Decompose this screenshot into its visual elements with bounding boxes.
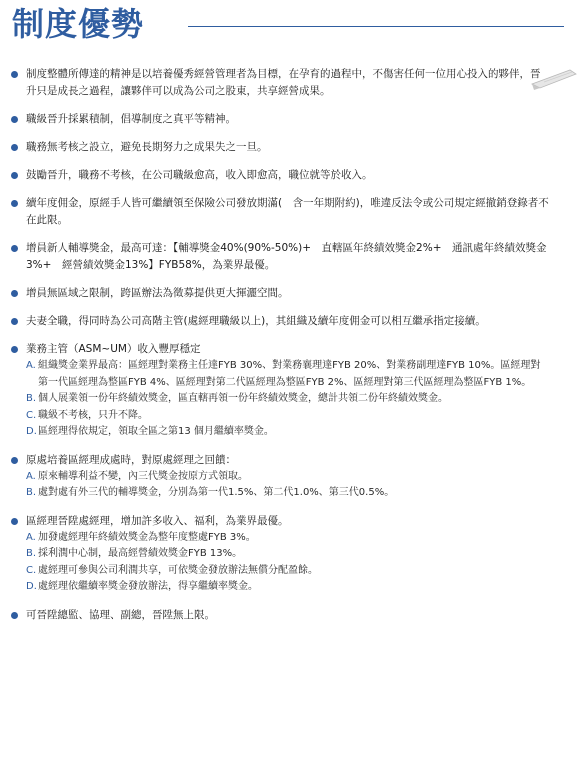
- bullet-icon: [11, 172, 18, 179]
- sub-list-item: [26, 579, 550, 596]
- list-item: [10, 167, 550, 184]
- sub-item-letter: C.: [26, 564, 37, 576]
- sub-item-letter: D.: [26, 426, 37, 437]
- sub-list-item: [26, 485, 550, 502]
- bullet-icon: [11, 346, 18, 353]
- bullet-icon: [11, 290, 18, 297]
- list-item-text: 鼓勵晉升，職務不考核，在公司職級愈高，收入即愈高，職位就等於收入。: [26, 169, 373, 181]
- list-item-text: 職務無考核之設立，避免長期努力之成果失之一旦。: [26, 141, 268, 153]
- sub-item-letter: B.: [26, 393, 37, 404]
- sub-item-letter: C.: [26, 409, 37, 421]
- bullet-icon: [11, 116, 18, 123]
- sub-item-text: 處經理可參與公司利潤共享，可依獎金發放辦法無償分配盈餘。: [38, 564, 318, 576]
- sub-item-letter: A.: [26, 360, 36, 371]
- list-item: [10, 285, 550, 302]
- list-item: [10, 195, 550, 229]
- sub-list-item: [26, 391, 550, 408]
- sub-list: [26, 358, 550, 441]
- advantages-list: [10, 66, 550, 635]
- list-item-text: 制度整體所傳達的精神是以培養優秀經營管理者為目標，在孕育的過程中，不傷害任何一位用心投入的夥伴，晉升只是成長之過程，讓夥伴可以成為公司之股東，共享經營成果。: [26, 68, 541, 97]
- sub-item-text: 組織獎金業界最高：區經理對業務主任達FYB 30%、對業務襄理達FYB 20%、對業務副理達FYB 10%。區經理對第一代區經理為整區FYB 4%、區經理對第二代區經理為整區FYB 2%、區經理對第三代區經理為整區FYB 1%。: [38, 360, 541, 388]
- list-item-text: 區經理晉陞處經理，增加許多收入、福利，為業界最優。: [26, 514, 289, 527]
- list-item-text: 增員新人輔導獎金，最高可達：【輔導獎金40%(90%-50%)+ 直轄區年終績效獎金2%+ 通訊處年終績效獎金3%+ 經營績效獎金13%】FYB58%，為業界最優。: [26, 242, 547, 271]
- list-item-text: 業務主管（ASM~UM）收入豐厚穩定: [26, 343, 201, 355]
- sub-item-text: 採利潤中心制，最高經營績效獎金FYB 13%。: [38, 548, 243, 559]
- list-item-text: 職級晉升採累積制，倡導制度之真平等精神。: [26, 113, 236, 125]
- sub-item-text: 處經理依繼續率獎金發放辦法，得享繼續率獎金。: [38, 581, 258, 592]
- list-item: [10, 66, 550, 100]
- bullet-icon: [11, 318, 18, 325]
- sub-list-item: [26, 358, 550, 391]
- sub-list-item: [26, 546, 550, 563]
- list-item-text: 增員無區域之限制，跨區辦法為徵募提供更大揮灑空間。: [26, 287, 289, 299]
- sub-item-letter: A.: [26, 531, 36, 543]
- bullet-icon: [11, 71, 18, 78]
- bullet-icon: [11, 457, 18, 464]
- sub-item-letter: D.: [26, 581, 37, 592]
- sub-item-text: 原來輔導利益不變，內三代獎金按原方式領取。: [38, 470, 248, 482]
- sub-list-item: [26, 530, 550, 547]
- bullet-icon: [11, 200, 18, 207]
- list-item-text: 原處培養區經理成處時，對原處經理之回饋：: [26, 453, 236, 466]
- sub-item-letter: A.: [26, 470, 36, 482]
- title-row: [12, 4, 572, 48]
- sub-item-text: 個人展業領一份年終績效獎金，區直轄再領一份年終績效獎金，總計共領二份年終績效獎金。: [38, 393, 448, 404]
- sub-list-item: [26, 408, 550, 425]
- list-item: [10, 452, 550, 502]
- bullet-icon: [11, 245, 18, 252]
- page-title: 制度優勢: [12, 5, 145, 43]
- list-item: [10, 607, 550, 624]
- list-item: [10, 111, 550, 128]
- list-item-text: 可晉陞總監、協理、副總，晉陞無上限。: [26, 608, 215, 621]
- sub-list-item: [26, 469, 550, 486]
- bullet-icon: [11, 144, 18, 151]
- list-item-text: 續年度佣金，原經手人皆可繼續領至保險公司發放期滿( 含一年期附約)，唯違反法令或公司規定經撤銷登錄者不在此限。: [26, 197, 549, 226]
- sub-item-text: 職級不考核，只升不降。: [38, 409, 148, 421]
- sub-item-text: 處對處有外三代的輔導獎金，分別為第一代1.5%、第二代1.0%、第三代0.5%。: [38, 487, 395, 498]
- sub-list: [26, 530, 550, 596]
- list-item: [10, 513, 550, 596]
- title-divider: [188, 26, 564, 27]
- list-item: [10, 139, 550, 156]
- sub-list: [26, 469, 550, 502]
- list-item-text: 夫妻全職，得同時為公司高階主管(處經理職級以上)，其組織及續年度佣金可以相互繼承指定接續。: [26, 315, 486, 327]
- list-item: [10, 341, 550, 441]
- sub-item-letter: B.: [26, 548, 37, 559]
- sub-item-letter: B.: [26, 487, 37, 498]
- sub-list-item: [26, 563, 550, 580]
- bullet-icon: [11, 518, 18, 525]
- bullet-icon: [11, 612, 18, 619]
- sub-list-item: [26, 424, 550, 441]
- list-item: [10, 313, 550, 330]
- sub-item-text: 加發處經理年終績效獎金為整年度整處FYB 3%。: [38, 531, 256, 543]
- sub-item-text: 區經理得依規定，領取全區之第13 個月繼續率獎金。: [38, 426, 274, 437]
- list-item: [10, 240, 550, 274]
